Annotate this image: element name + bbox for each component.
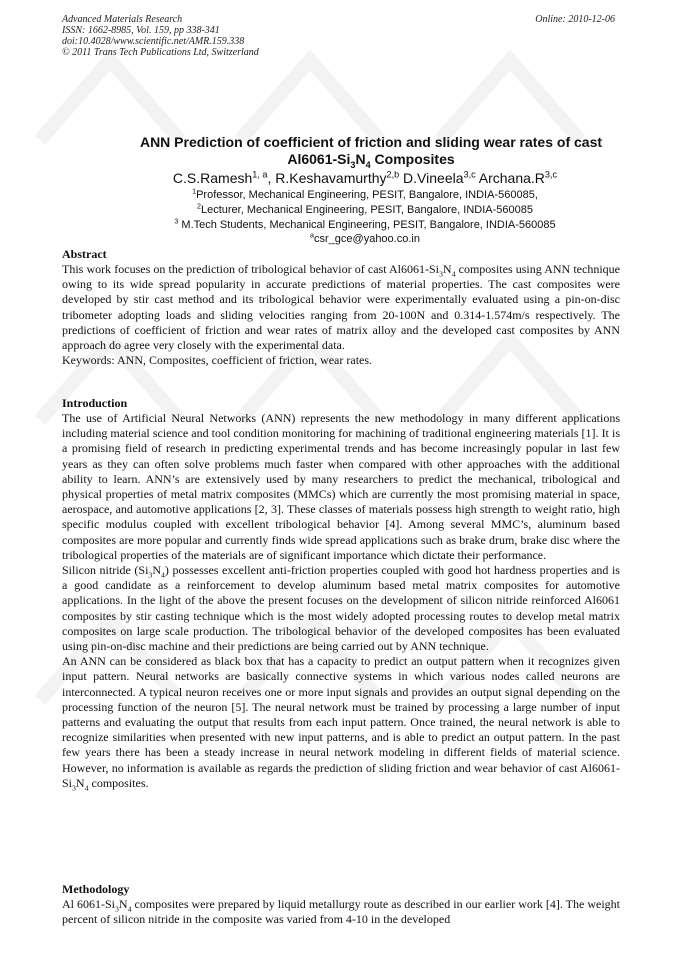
methodology-heading: Methodology	[62, 882, 130, 896]
author-list: C.S.Ramesh$^{1, a}$, R.Keshavamurthy$^{2,b}$ D.Vineela$^{3,c}$ $Archana.R^{3,c}$	[172, 169, 558, 186]
intro-paragraph-1: The use of Artificial Neural Networks (ANN) represents the new methodology in many different applications including material science and tool condition monitoring for machining of traditional engineering materials [1]. It is a promising field of research in predicting experimental trends and has become increasingly popular in last few years as they can often solve problems much faster when compared with other approaches with the additional ability to learn. ANN’s are extensively used by many researchers to predict the mechanical, tribological and physical properties of metal matrix composites (MMCs) which are currently the most promising material in space, aerospace, and automotive applications [2, 3]. These classes of materials possess high strength to weight ratio, high specific modulus coupled with excellent tribological behavior [4]. Among several MMC’s, aluminum based composites are more popular and currently finds wide spread applications such as brake drum, brake disc where the tribological properties of the materials are of significant importance which dictate their performance.	[62, 411, 620, 562]
introduction-section	[62, 396, 620, 791]
affiliation-1: $^1$Professor, Mechanical Engineering, PESIT, Bangalore, INDIA-560085,	[192, 187, 538, 201]
copyright-line: © 2011 Trans Tech Publications Ltd, Switzerland	[62, 47, 259, 58]
intro-paragraph-3: An ANN can be considered as black box that has a capacity to predict an output pattern when it recognizes given input pattern. Neural networks are basically connective systems in which various nodes called neurons are interconnected. A typical neuron receives one or more input signals and provides an output signal depending on the processing function of the neuron [5]. The neural network must be trained by processing a large number of input patterns and evaluating the output that results from each input pattern. Once trained, the neural network is able to recognize similarities when presented with new input patterns, and is able to predict an output pattern. In the past few years there has been a steady increase in neural network modeling in different fields of material science. However, no information is available as regards the prediction of sliding friction and wear behavior of cast $Al6061-Si_3N_4$ composites.	[62, 654, 620, 793]
intro-paragraph-2: Silicon nitride $(Si_3N_4)$ possesses excellent anti-friction properties coupled with good hot hardness properties and is a good candidate as a reinforcement to develop aluminum based metal matrix composites for automotive applications. In the light of the above the present focuses on the development of silicon nitride reinforced Al6061 composites by stir casting technique which is the most widely adopted processing routes to develop metal matrix composites on large scale production. The tribological behavior of the developed composites has been evaluated using pin-on-disc machine and their predictions are being carried out by ANN technique.	[62, 563, 620, 654]
author-email: $^a$csr_gce@yahoo.co.in	[310, 231, 420, 245]
doi-line: doi:10.4028/www.scientific.net/AMR.159.338	[62, 36, 245, 47]
author-name: , R.Keshavamurthy	[267, 170, 387, 186]
keywords: Keywords: ANN, Composites, coefficient of friction, wear rates.	[62, 353, 373, 368]
journal-name: Advanced Materials Research	[62, 14, 183, 25]
abstract-text: This work focuses on the prediction of tribological behavior of cast $Al6061-Si_3N_4$ composites using ANN technique owing to its wide spread popularity in accurate predictions of material properties. The cast composites were developed by stir cast method and its tribological behavior were experimentally evaluated using a pin-on-disc tribometer adopting loads and sliding velocities ranging from 20-100N and 0.314-1.574m/s respectively. The predictions of coefficient of friction and wear rates of matrix alloy and the developed cast composites by ANN approach do agree very closely with the experimental data.	[62, 262, 620, 353]
journal-header	[62, 14, 422, 58]
abstract-section	[62, 247, 620, 368]
abstract-heading: Abstract	[62, 247, 107, 261]
methodology-paragraph: Al $6061-Si_3N_4$ composites were prepared by liquid metallurgy route as described in our earlier work [4]. The weight percent of silicon nitride in the composite was varied from 4-10 in the developed	[62, 897, 620, 927]
paper-title	[96, 134, 646, 168]
author-name: Archana.R	[475, 170, 545, 186]
introduction-heading: Introduction	[62, 396, 128, 410]
issn-line: ISSN: 1662-8985, Vol. 159, pp 338-341	[62, 25, 220, 36]
title-line-1: ANN Prediction of coefficient of friction and sliding wear rates of cast	[139, 134, 603, 150]
online-date: Online: 2010-12-06	[535, 14, 615, 25]
affiliation-3: $^3$ M.Tech Students, Mechanical Engineering, PESIT, Bangalore, INDIA-560085	[174, 217, 556, 231]
affiliation-2: $^2$Lecturer, Mechanical Engineering, PESIT, Bangalore, INDIA-560085	[196, 202, 533, 216]
author-name: C.S.Ramesh	[172, 170, 253, 186]
title-line-2: $Al6061-Si_3N_4$ Composites	[287, 151, 455, 170]
methodology-section	[62, 882, 620, 927]
author-name: D.Vineela	[399, 170, 464, 186]
